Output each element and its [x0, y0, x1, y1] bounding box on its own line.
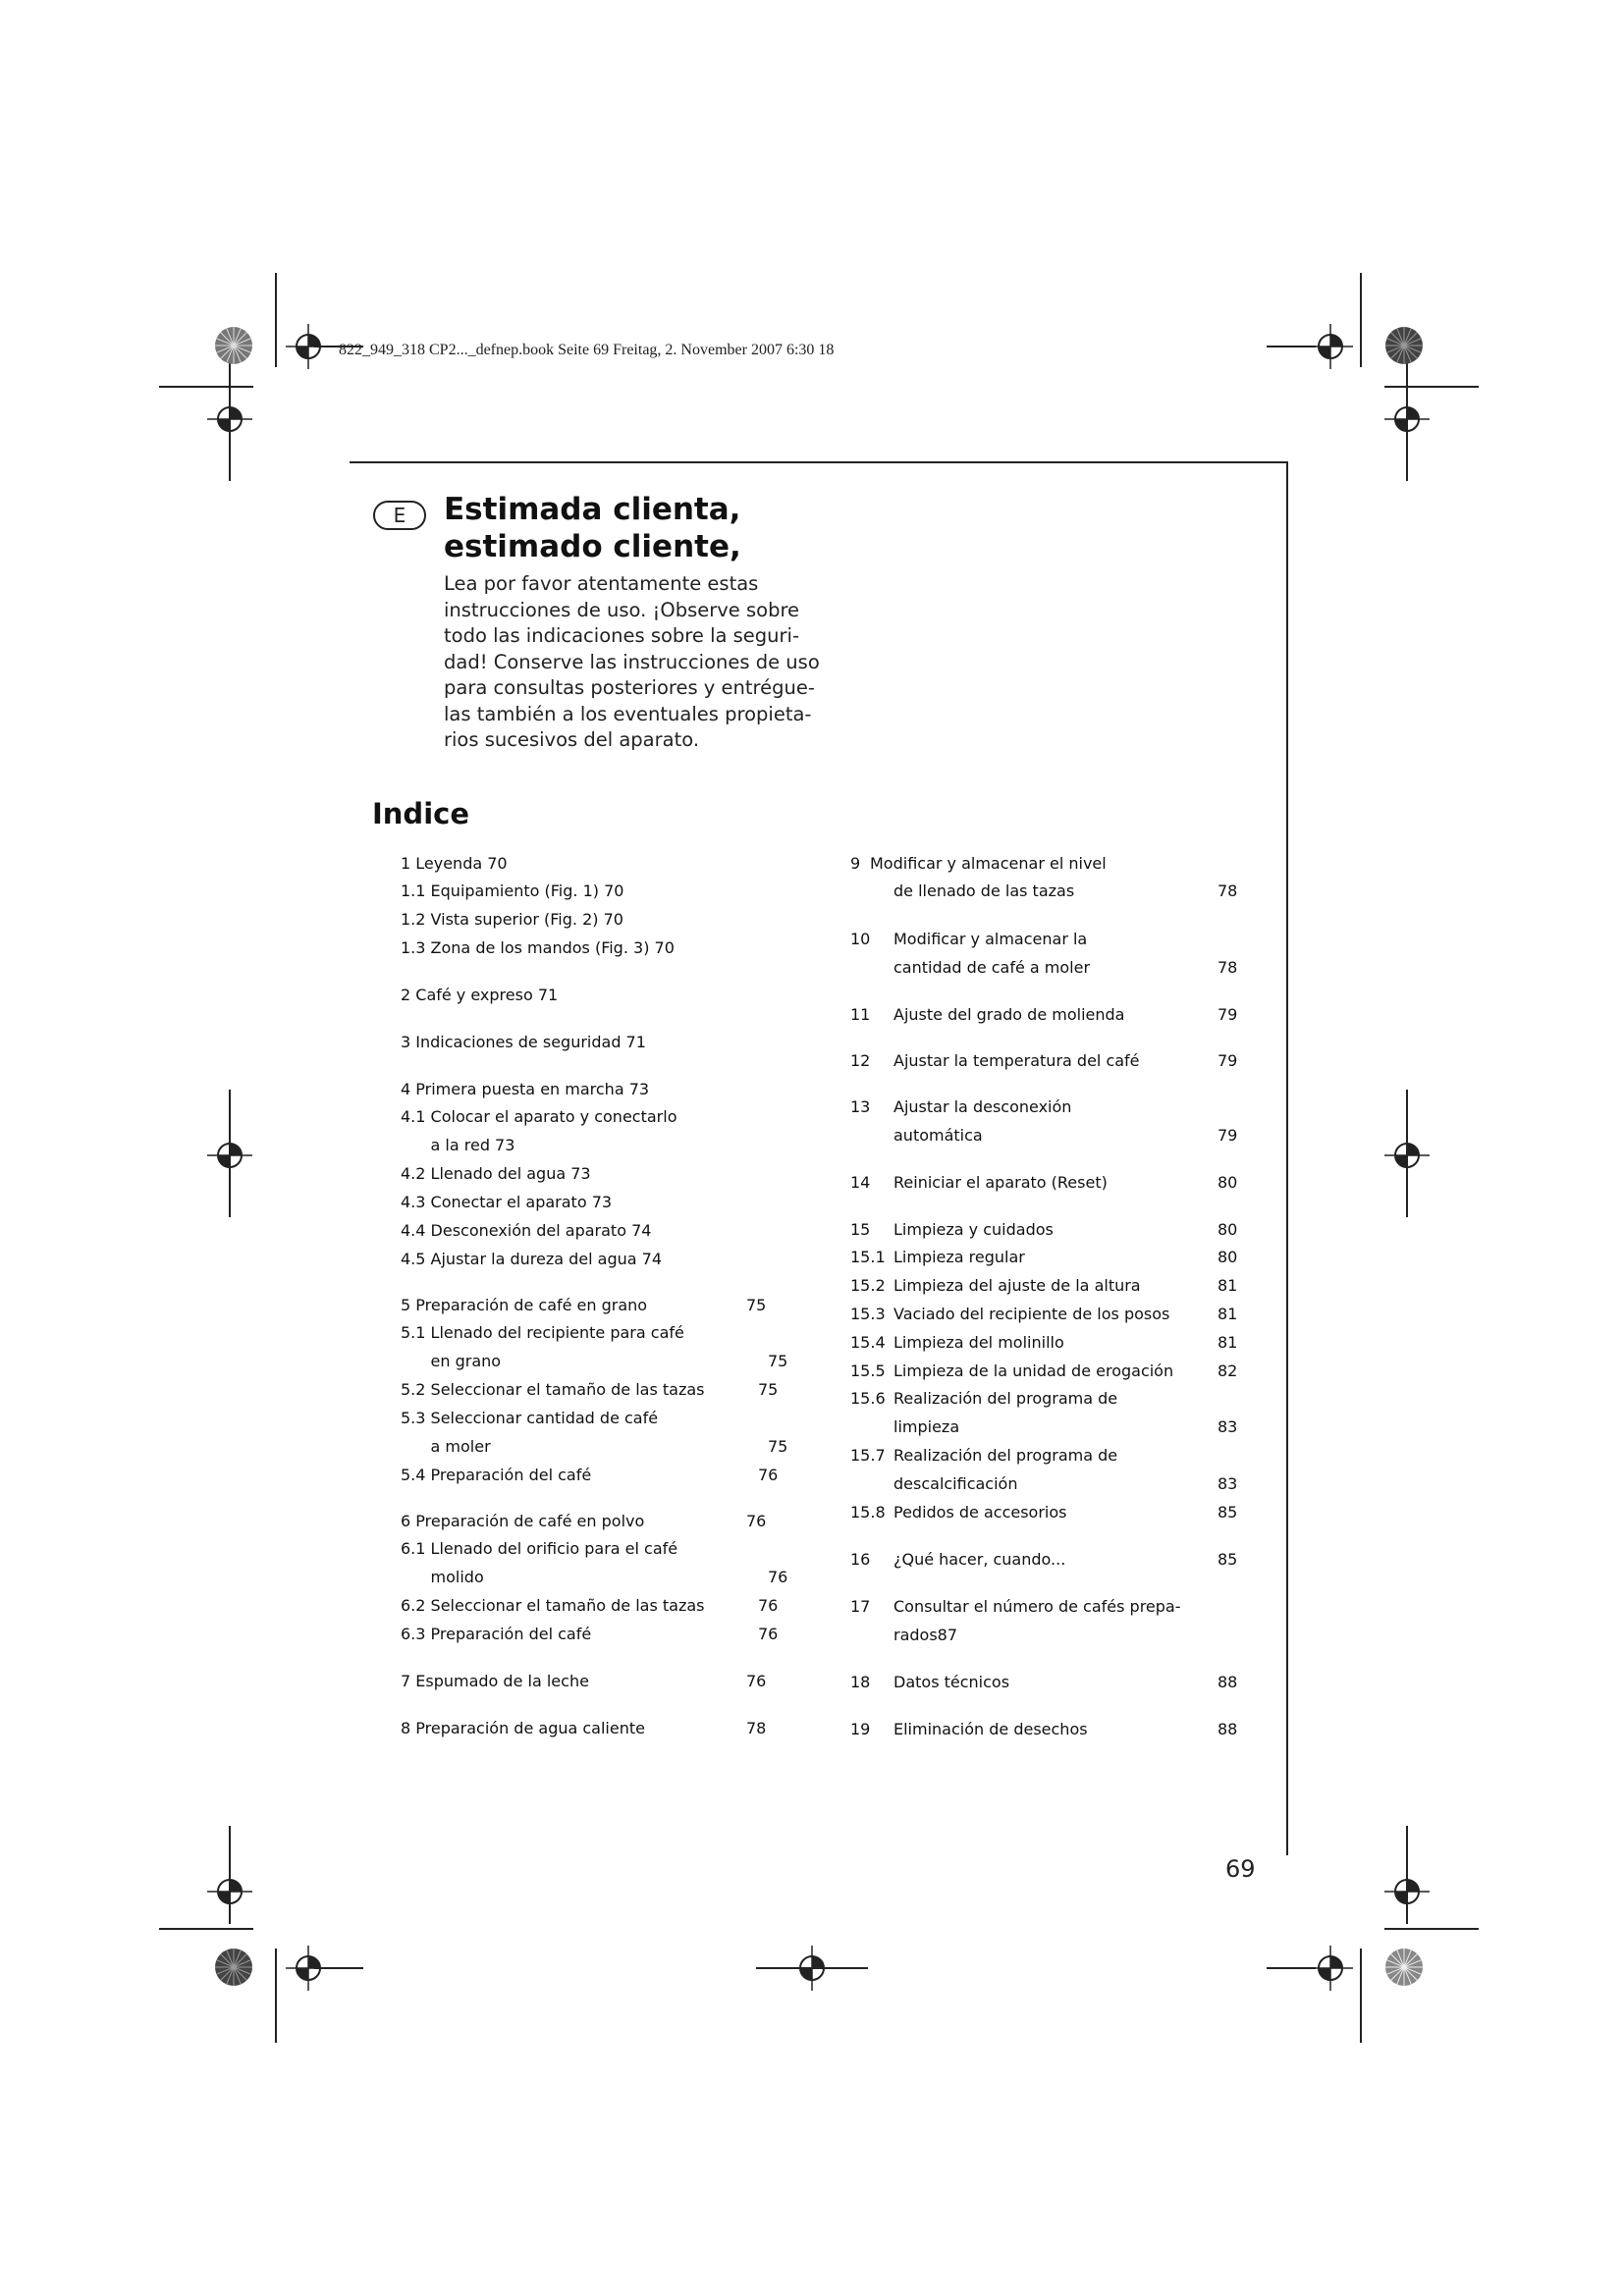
toc-entry-number: 15.3 — [850, 1305, 886, 1323]
toc-entry: Limpieza del ajuste de la altura — [893, 1276, 1141, 1295]
toc-entry: 6.2 Seleccionar el tamaño de las tazas — [401, 1596, 705, 1615]
toc-entry: 5.1 Llenado del recipiente para café — [401, 1323, 684, 1342]
toc-entry: 1 Leyenda 70 — [401, 854, 508, 873]
toc-page-number: 75 — [758, 1380, 779, 1399]
toc-entry-number: 12 — [850, 1051, 871, 1070]
frame-rule-right — [1286, 461, 1288, 1855]
toc-entry: descalcificación — [893, 1474, 1018, 1493]
intro-line: las también a los eventuales propieta- — [444, 702, 812, 725]
crop-line — [229, 353, 231, 481]
frame-rule-top — [350, 461, 1287, 463]
toc-entry: 8 Preparación de agua caliente — [401, 1719, 645, 1737]
toc-entry: Pedidos de accesorios — [893, 1503, 1067, 1522]
toc-entry: 4.2 Llenado del agua 73 — [401, 1164, 591, 1183]
toc-entry: 4 Primera puesta en marcha 73 — [401, 1080, 650, 1098]
toc-page-number: 81 — [1218, 1305, 1238, 1323]
toc-page-number: 76 — [746, 1672, 767, 1690]
toc-entry-number: 15.7 — [850, 1446, 886, 1465]
toc-entry-number: 15.6 — [850, 1389, 886, 1408]
toc-page-number: 76 — [758, 1596, 779, 1615]
color-rosette-icon — [1384, 1948, 1424, 1987]
crop-line — [756, 1967, 868, 1969]
color-rosette-icon — [214, 326, 253, 365]
toc-entry-number: 15.2 — [850, 1276, 886, 1295]
toc-entry: Modificar y almacenar la — [893, 930, 1088, 948]
toc-page-number: 76 — [768, 1568, 788, 1586]
crop-line — [1406, 353, 1408, 481]
crop-line — [1384, 386, 1479, 388]
toc-entry: 4.1 Colocar el aparato y conectarlo — [401, 1107, 677, 1126]
toc-entry: en grano — [401, 1352, 502, 1370]
toc-entry: ¿Qué hacer, cuando... — [893, 1550, 1066, 1569]
toc-entry: cantidad de café a moler — [893, 958, 1091, 977]
toc-page-number: 83 — [1218, 1474, 1238, 1493]
toc-page-number: 82 — [1218, 1362, 1238, 1380]
toc-entry: Ajuste del grado de molienda — [893, 1005, 1125, 1024]
toc-entry: 5.2 Seleccionar el tamaño de las tazas — [401, 1380, 705, 1399]
toc-page-number: 75 — [768, 1437, 788, 1456]
crop-line — [1406, 1090, 1408, 1217]
greeting-line: Estimada clienta, — [444, 492, 741, 527]
index-heading: Indice — [372, 797, 469, 830]
greeting-heading — [444, 491, 741, 565]
toc-entry-number: 9 — [850, 854, 861, 873]
toc-entry: de llenado de las tazas — [893, 881, 1075, 900]
toc-entry: 4.3 Conectar el aparato 73 — [401, 1193, 613, 1211]
toc-entry: Reiniciar el aparato (Reset) — [893, 1173, 1108, 1192]
toc-entry-number: 14 — [850, 1173, 871, 1192]
toc-entry-number: 15.8 — [850, 1503, 886, 1522]
page-number: 69 — [1225, 1855, 1256, 1883]
intro-line: para consultas posteriores y entrégue- — [444, 676, 815, 699]
intro-line: todo las indicaciones sobre la seguri- — [444, 624, 800, 647]
crop-line — [314, 1967, 363, 1969]
intro-line: dad! Conserve las instrucciones de uso — [444, 650, 820, 673]
toc-entry: 5.3 Seleccionar cantidad de café — [401, 1409, 659, 1427]
crop-line — [275, 273, 277, 367]
toc-entry: 1.2 Vista superior (Fig. 2) 70 — [401, 910, 623, 929]
crop-line — [275, 1949, 277, 2043]
toc-page-number: 79 — [1218, 1051, 1238, 1070]
color-rosette-icon — [1384, 326, 1424, 365]
toc-entry-number: 10 — [850, 930, 871, 948]
toc-entry: 6 Preparación de café en polvo — [401, 1512, 645, 1530]
toc-page-number: 76 — [758, 1625, 779, 1643]
toc-entry: 6.3 Preparación del café — [401, 1625, 592, 1643]
crop-line — [1360, 273, 1362, 367]
language-badge: E — [373, 501, 426, 530]
toc-entry: Ajustar la desconexión — [893, 1097, 1072, 1116]
toc-page-number: 76 — [746, 1512, 767, 1530]
toc-entry-number: 17 — [850, 1597, 871, 1616]
intro-line: instrucciones de uso. ¡Observe sobre — [444, 598, 800, 621]
toc-entry-number: 13 — [850, 1097, 871, 1116]
toc-entry-number: 15.5 — [850, 1362, 886, 1380]
toc-entry: 3 Indicaciones de seguridad 71 — [401, 1033, 646, 1051]
toc-page-number: 88 — [1218, 1720, 1238, 1738]
toc-entry: automática — [893, 1126, 983, 1145]
toc-entry: Vaciado del recipiente de los posos — [893, 1305, 1170, 1323]
toc-entry: 1.1 Equipamiento (Fig. 1) 70 — [401, 881, 624, 900]
toc-entry: Eliminación de desechos — [893, 1720, 1088, 1738]
crop-line — [1267, 346, 1316, 347]
toc-page-number: 80 — [1218, 1248, 1238, 1266]
crop-line — [159, 1928, 253, 1930]
intro-paragraph — [444, 571, 820, 754]
toc-entry: 4.5 Ajustar la dureza del agua 74 — [401, 1250, 663, 1268]
toc-entry: Limpieza y cuidados — [893, 1220, 1054, 1239]
toc-page-number: 79 — [1218, 1005, 1238, 1024]
toc-page-number: 78 — [746, 1719, 767, 1737]
toc-entry: limpieza — [893, 1417, 960, 1436]
toc-page-number: 75 — [746, 1296, 767, 1314]
toc-entry: 1.3 Zona de los mandos (Fig. 3) 70 — [401, 938, 675, 957]
crop-line — [1360, 1949, 1362, 2043]
toc-entry: Limpieza regular — [893, 1248, 1025, 1266]
toc-page-number: 80 — [1218, 1173, 1238, 1192]
toc-entry-number: 15.4 — [850, 1333, 886, 1352]
toc-page-number: 76 — [758, 1466, 779, 1484]
toc-entry: 6.1 Llenado del orificio para el café — [401, 1539, 678, 1558]
toc-page-number: 88 — [1218, 1673, 1238, 1691]
crop-line — [229, 1826, 231, 1924]
toc-entry: Realización del programa de — [893, 1389, 1118, 1408]
toc-entry: Consultar el número de cafés prepa- — [893, 1597, 1181, 1616]
color-rosette-icon — [214, 1948, 253, 1987]
toc-entry: Ajustar la temperatura del café — [893, 1051, 1140, 1070]
toc-entry: Realización del programa de — [893, 1446, 1118, 1465]
toc-entry: Datos técnicos — [893, 1673, 1010, 1691]
toc-page-number: 80 — [1218, 1220, 1238, 1239]
crop-line — [1384, 1928, 1479, 1930]
toc-page-number: 79 — [1218, 1126, 1238, 1145]
toc-page-number: 81 — [1218, 1276, 1238, 1295]
toc-entry: 7 Espumado de la leche — [401, 1672, 589, 1690]
toc-page-number: 78 — [1218, 958, 1238, 977]
toc-entry: Limpieza de la unidad de erogación — [893, 1362, 1174, 1380]
toc-entry: rados87 — [893, 1626, 958, 1644]
toc-entry: Limpieza del molinillo — [893, 1333, 1064, 1352]
greeting-line: estimado cliente, — [444, 529, 741, 564]
toc-page-number: 85 — [1218, 1550, 1238, 1569]
crop-line — [159, 386, 253, 388]
toc-entry: a moler — [401, 1437, 491, 1456]
printer-slug: 822_949_318 CP2..._defnep.book Seite 69 Freitag, 2. November 2007 6:30 18 — [339, 342, 835, 358]
toc-entry: a la red 73 — [401, 1136, 515, 1154]
crop-line — [1406, 1826, 1408, 1924]
toc-page-number: 83 — [1218, 1417, 1238, 1436]
toc-page-number: 78 — [1218, 881, 1238, 900]
toc-entry: 2 Café y expreso 71 — [401, 986, 559, 1004]
crop-line — [229, 1090, 231, 1217]
toc-page-number: 75 — [768, 1352, 788, 1370]
intro-line: Lea por favor atentamente estas — [444, 572, 759, 595]
toc-entry-number: 19 — [850, 1720, 871, 1738]
toc-page-number: 81 — [1218, 1333, 1238, 1352]
toc-entry: Modificar y almacenar el nivel — [870, 854, 1107, 873]
toc-page-number: 85 — [1218, 1503, 1238, 1522]
crop-line — [1267, 1967, 1316, 1969]
toc-entry-number: 11 — [850, 1005, 871, 1024]
toc-entry-number: 18 — [850, 1673, 871, 1691]
intro-line: rios sucesivos del aparato. — [444, 728, 700, 751]
toc-entry: molido — [401, 1568, 484, 1586]
toc-entry: 4.4 Desconexión del aparato 74 — [401, 1221, 652, 1240]
toc-entry-number: 16 — [850, 1550, 871, 1569]
toc-entry: 5 Preparación de café en grano — [401, 1296, 648, 1314]
toc-entry-number: 15 — [850, 1220, 871, 1239]
toc-entry-number: 15.1 — [850, 1248, 886, 1266]
toc-entry: 5.4 Preparación del café — [401, 1466, 592, 1484]
